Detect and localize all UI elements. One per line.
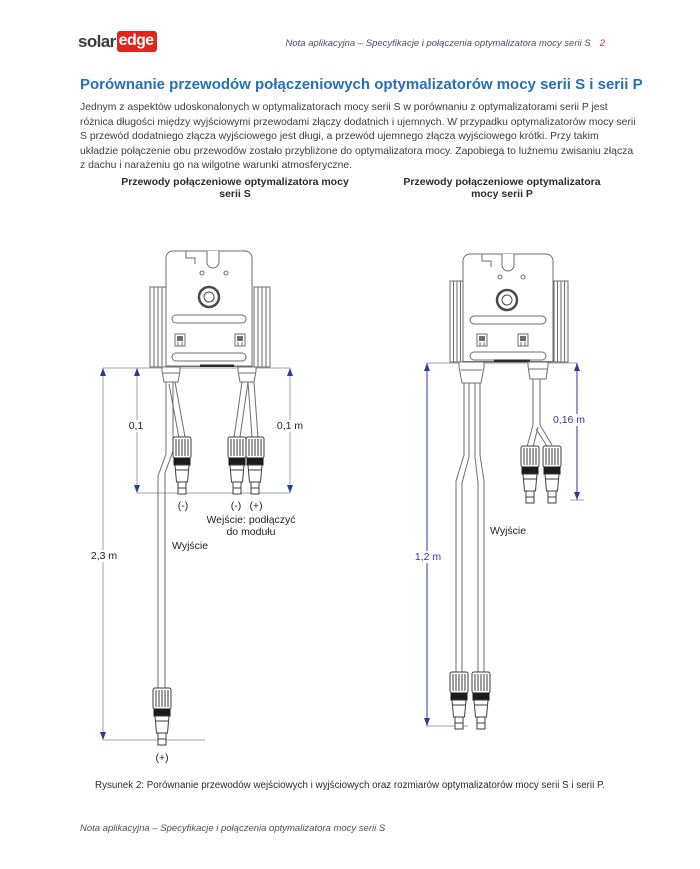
figure-diagrams xyxy=(0,220,700,780)
polarity-label-s-minus-input: (-) xyxy=(230,500,242,512)
logo-text-solar: solar xyxy=(78,31,116,51)
dimension-label-s-input-right: 0,1 m xyxy=(266,420,314,432)
input-annotation-s-line2: do modułu xyxy=(226,525,276,538)
page-number: 2 xyxy=(599,38,605,49)
connector-s-input-minus xyxy=(228,437,246,494)
connector-p-input-right xyxy=(543,446,561,503)
dimension-label-p-input: 0,16 m xyxy=(545,414,593,426)
polarity-label-s-plus-bottom: (+) xyxy=(155,752,169,764)
header-running-title xyxy=(286,38,606,49)
dimension-label-s-output: 2,3 m xyxy=(81,550,127,562)
dimension-label-p-output: 1,2 m xyxy=(405,551,451,563)
figure-heading-series-s: Przewody połączeniowe optymalizatora mocy serii S xyxy=(121,176,349,200)
body-paragraph: Jednym z aspektów udoskonalonych w optymalizatorach mocy serii S w porównaniu z optymalizatorami serii P jest różnica długości między wyjściowymi przewodami złączy dodatnich i ujemnych. W przypadku optymalizatorów mocy serii S przewód dodatniego złącza wyjściowego jest długi, a przewód ujemnego złącza wyjściowego krótki. Przy takim układzie połączenie obu przewodów zostało przybliżone do optymalizatora mocy. Zapobiega to luźnemu zwisaniu złącza z dachu i narażeniu go na wilgotne warunki atmosferyczne. xyxy=(80,102,636,171)
section-title: Porównanie przewodów połączeniowych optymalizatorów mocy serii S i serii P xyxy=(80,76,643,93)
logo-text-edge: edge xyxy=(117,31,157,52)
connector-p-output-right xyxy=(472,672,490,729)
input-annotation-s xyxy=(180,515,322,538)
input-annotation-s-line1: Wejście: podłączyć xyxy=(206,514,296,526)
figure-heading-series-p: Przewody połączeniowe optymalizatora mocy serii P xyxy=(403,176,601,200)
polarity-label-s-plus-input: (+) xyxy=(249,500,263,512)
connector-p-input-left xyxy=(521,446,539,503)
connector-s-output-long xyxy=(153,688,171,745)
footer-running-title: Nota aplikacyjna – Specyfikacje i połączenia optymalizatora mocy serii S xyxy=(80,823,386,834)
header-doc-title: Nota aplikacyjna – Specyfikacje i połączenia optymalizatora mocy serii S xyxy=(285,38,591,49)
output-annotation-s: Wyjście xyxy=(172,540,209,552)
output-annotation-p: Wyjście xyxy=(490,525,527,537)
connector-s-output-short xyxy=(173,437,191,494)
optimizer-s-drawing xyxy=(150,251,270,382)
figure-caption: Rysunek 2: Porównanie przewodów wejściowych i wyjściowych oraz rozmiarów optymalizatorów mocy serii S i serii P. xyxy=(95,780,605,791)
optimizer-p-drawing xyxy=(450,254,568,383)
polarity-label-s-minus-short: (-) xyxy=(177,500,189,512)
connector-s-input-plus xyxy=(246,437,264,494)
connector-p-output-left xyxy=(450,672,468,729)
solaredge-logo xyxy=(78,31,157,52)
dimension-label-s-input-left: 0,1 xyxy=(115,420,157,432)
